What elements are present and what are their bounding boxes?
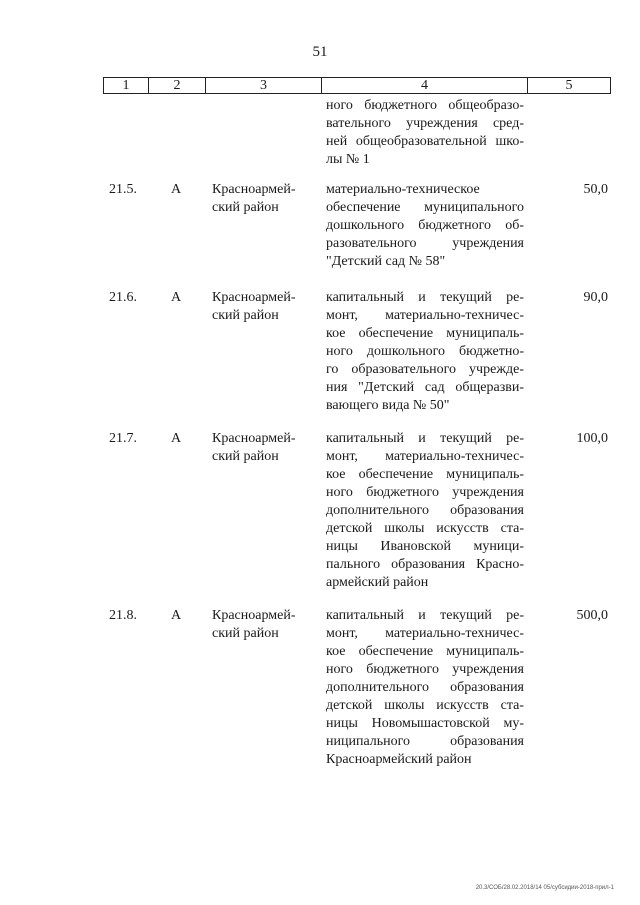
- description-line: армейский район: [326, 575, 429, 590]
- row-category: А: [171, 608, 182, 623]
- description-line: пального образования Красно-: [326, 557, 524, 572]
- continued-description: [326, 97, 524, 169]
- description-line: детской школы искусств ста-: [326, 521, 524, 536]
- header-col-1: 1: [104, 78, 149, 93]
- description-line: ного бюджетного учреждения: [326, 485, 524, 500]
- table-header: [103, 77, 611, 94]
- row-category: А: [171, 182, 182, 197]
- description-line: ницы Ивановской муници-: [326, 539, 524, 554]
- district-line: ский район: [212, 200, 279, 215]
- description-line: обеспечение муниципального: [326, 200, 524, 215]
- description-line: кое обеспечение муниципаль-: [326, 644, 524, 659]
- row-district: [212, 181, 312, 217]
- row-amount: 50,0: [583, 182, 608, 197]
- row-category: А: [171, 290, 182, 305]
- district-line: Красноармей-: [212, 431, 296, 446]
- description-line: вательного учреждения сред-: [326, 116, 524, 131]
- description-line: монт, материально-техничес-: [326, 308, 524, 323]
- row-district: [212, 607, 312, 643]
- description-line: материально-техническое: [326, 182, 480, 197]
- header-col-5: 5: [565, 77, 573, 93]
- description-line: Красноармейский район: [326, 752, 472, 767]
- district-line: ский район: [212, 626, 279, 641]
- row-description: [326, 430, 524, 592]
- description-line: кое обеспечение муниципаль-: [326, 467, 524, 482]
- description-line: капитальный и текущий ре-: [326, 431, 524, 446]
- description-line: ния "Детский сад общеразви-: [326, 380, 524, 395]
- description-line: капитальный и текущий ре-: [326, 608, 524, 623]
- description-line: ного бюджетного общеобразо-: [326, 98, 524, 113]
- description-line: ного дошкольного бюджетно-: [326, 344, 524, 359]
- row-description: [326, 607, 524, 769]
- header-col-3: 3: [206, 78, 322, 93]
- row-district: [212, 289, 312, 325]
- row-number: 21.8.: [109, 608, 137, 623]
- row-amount: 90,0: [583, 290, 608, 305]
- description-line: ней общеобразовательной шко-: [326, 134, 524, 149]
- page-number: 51: [312, 44, 328, 60]
- description-line: ниципального образования: [326, 734, 524, 749]
- description-line: монт, материально-техничес-: [326, 626, 524, 641]
- row-amount: 500,0: [576, 608, 608, 623]
- row-number: 21.5.: [109, 182, 137, 197]
- header-col-4: 4: [322, 78, 528, 93]
- row-district: [212, 430, 312, 466]
- description-line: детской школы искусств ста-: [326, 698, 524, 713]
- district-line: Красноармей-: [212, 290, 296, 305]
- description-line: капитальный и текущий ре-: [326, 290, 524, 305]
- district-line: ский район: [212, 308, 279, 323]
- district-line: ский район: [212, 449, 279, 464]
- district-line: Красноармей-: [212, 608, 296, 623]
- description-line: "Детский сад № 58": [326, 254, 446, 269]
- footer-file-path: 20.3/СОБ/28.02.2018/14 05/субсидии-2018-прил-1: [475, 885, 614, 891]
- row-description: [326, 289, 524, 415]
- row-description: [326, 181, 524, 271]
- row-amount: 100,0: [576, 431, 608, 446]
- row-number: 21.7.: [109, 431, 137, 446]
- description-line: лы № 1: [326, 152, 370, 167]
- row-category: А: [171, 431, 182, 446]
- description-line: вающего вида № 50": [326, 398, 450, 413]
- description-line: ницы Новомышастовской му-: [326, 716, 524, 731]
- description-line: дошкольного бюджетного об-: [326, 218, 524, 233]
- row-number: 21.6.: [109, 290, 137, 305]
- description-line: го образовательного учрежде-: [326, 362, 524, 377]
- description-line: разовательного учреждения: [326, 236, 524, 251]
- description-line: кое обеспечение муниципаль-: [326, 326, 524, 341]
- description-line: монт, материально-техничес-: [326, 449, 524, 464]
- description-line: ного бюджетного учреждения: [326, 662, 524, 677]
- header-col-2: 2: [149, 78, 206, 93]
- district-line: Красноармей-: [212, 182, 296, 197]
- description-line: дополнительного образования: [326, 503, 524, 518]
- description-line: дополнительного образования: [326, 680, 524, 695]
